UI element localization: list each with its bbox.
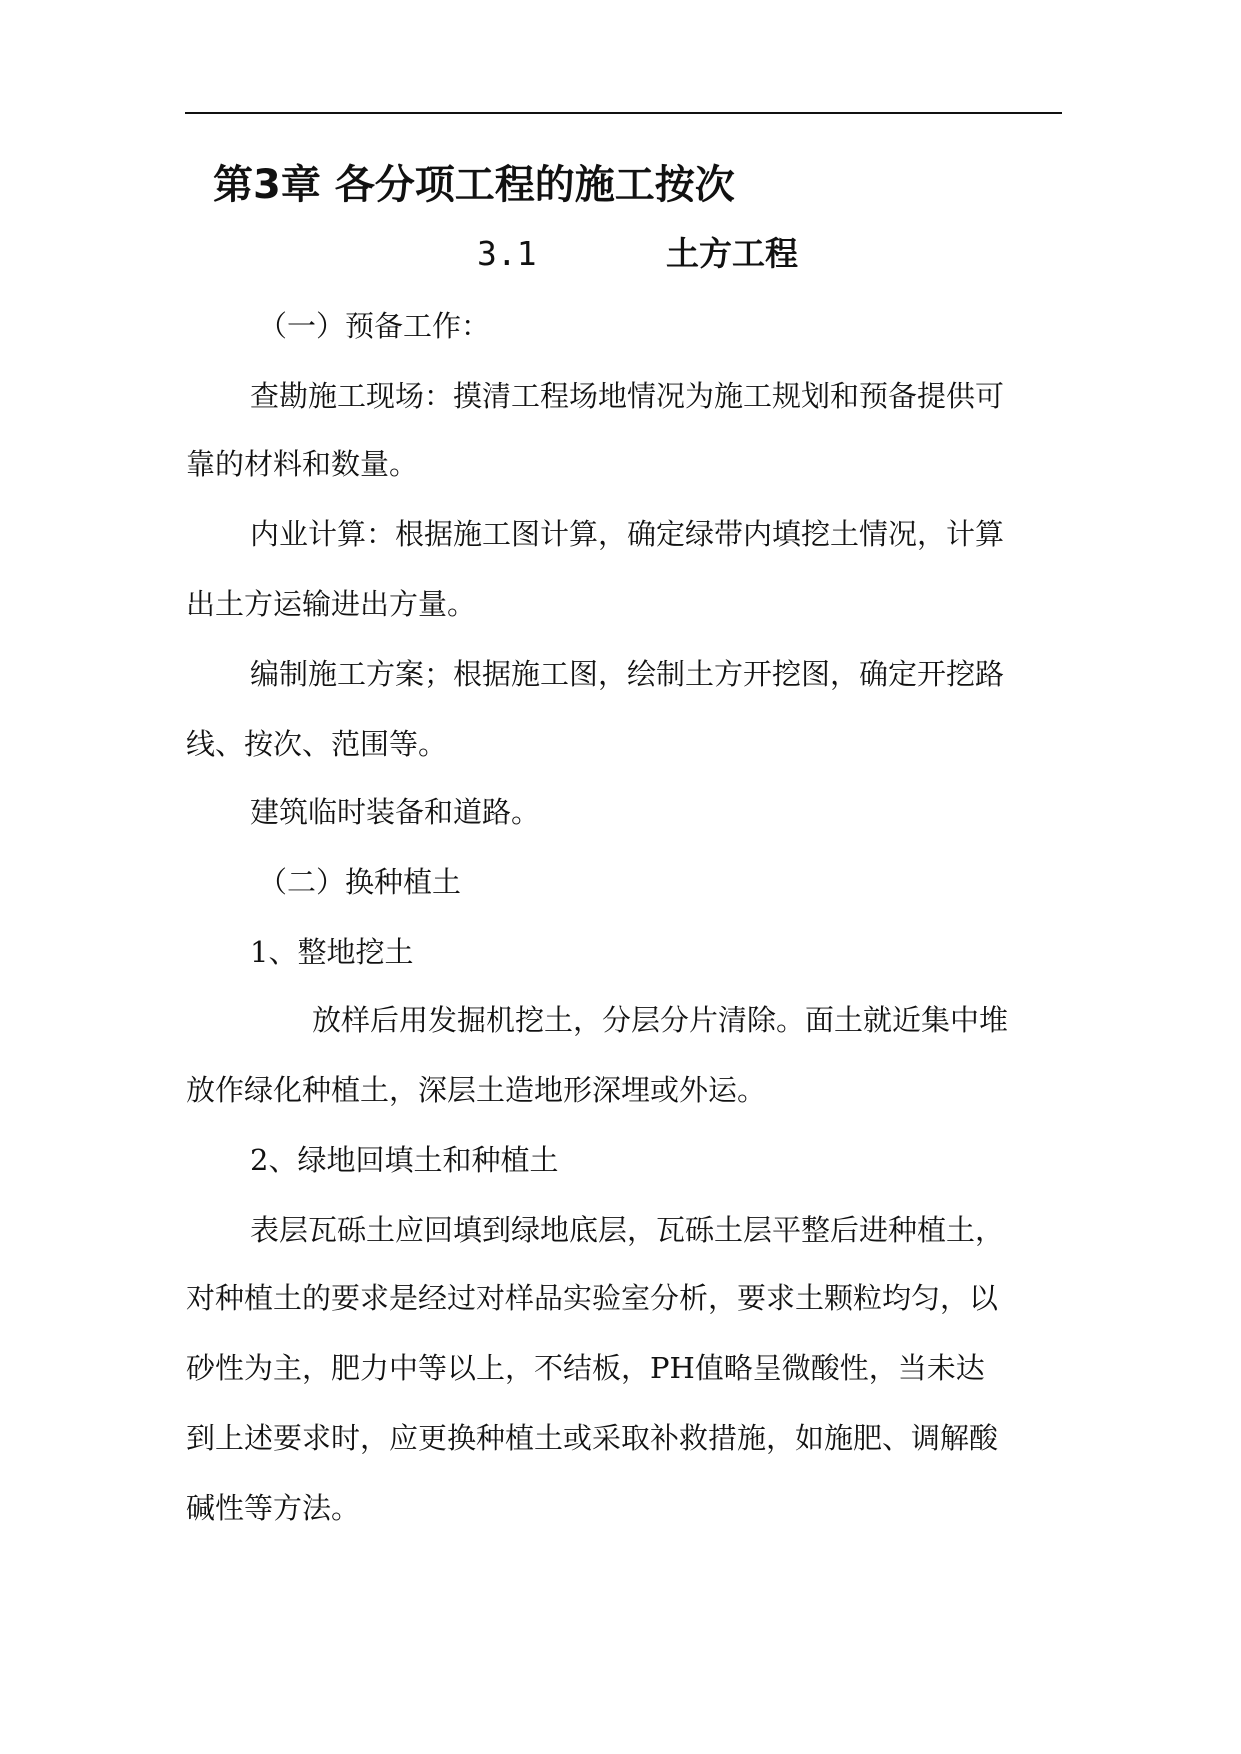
paragraph-line: 内业计算：根据施工图计算，确定绿带内填挖土情况，计算 bbox=[250, 517, 1005, 551]
section-title: 土方工程 bbox=[666, 234, 798, 273]
header-rule bbox=[185, 112, 1062, 114]
paragraph-line: 查勘施工现场：摸清工程场地情况为施工规划和预备提供可 bbox=[250, 379, 1005, 413]
subheading-soil-replacement: （二）换种植土 bbox=[258, 865, 462, 899]
paragraph-line: 砂性为主，肥力中等以上，不结板，PH值略呈微酸性，当未达 bbox=[186, 1351, 985, 1385]
paragraph-line: 放样后用发掘机挖土，分层分片清除。面土就近集中堆 bbox=[312, 1003, 1009, 1037]
paragraph-line: 放作绿化种植土，深层土造地形深埋或外运。 bbox=[186, 1073, 767, 1107]
paragraph-line: 建筑临时装备和道路。 bbox=[250, 795, 541, 829]
paragraph-line: 线、按次、范围等。 bbox=[186, 727, 448, 761]
section-number: 3.1 bbox=[477, 234, 537, 273]
subheading-preparation: （一）预备工作： bbox=[258, 309, 491, 343]
list-heading: 1、整地挖土 bbox=[250, 935, 414, 969]
paragraph-line: 碱性等方法。 bbox=[186, 1491, 361, 1525]
paragraph-line: 表层瓦砾土应回填到绿地底层，瓦砾土层平整后进种植土， bbox=[250, 1213, 1005, 1247]
paragraph-line: 出土方运输进出方量。 bbox=[186, 587, 477, 621]
paragraph-line: 编制施工方案；根据施工图，绘制土方开挖图，确定开挖路 bbox=[250, 657, 1005, 691]
paragraph-line: 到上述要求时，应更换种植土或采取补救措施，如施肥、调解酸 bbox=[186, 1421, 999, 1455]
list-heading: 2、绿地回填土和种植土 bbox=[250, 1143, 559, 1177]
chapter-title: 第3章 各分项工程的施工按次 bbox=[213, 162, 735, 208]
paragraph-line: 靠的材料和数量。 bbox=[186, 447, 419, 481]
paragraph-line: 对种植土的要求是经过对样品实验室分析，要求土颗粒均匀，以 bbox=[186, 1281, 999, 1315]
